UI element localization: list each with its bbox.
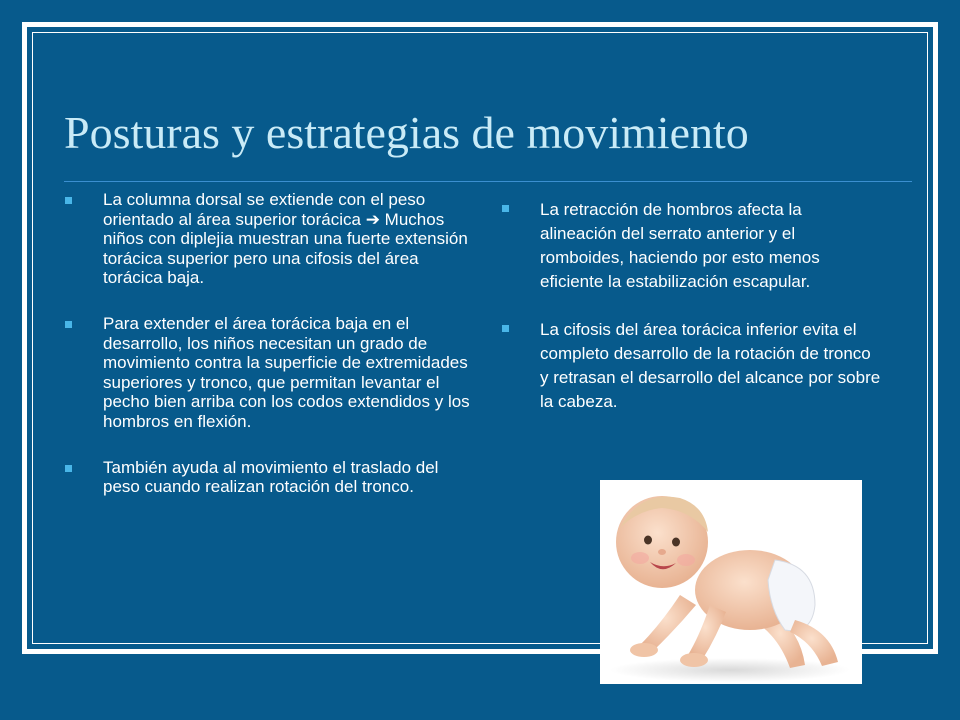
title-underline [64, 181, 912, 182]
bullet-text: Para extender el área torácica baja en el desarrollo, los niños necesitan un grado de movimiento contra la superficie de extremidades superiores y tronco, que permitan levantar el pecho bien arriba con los codos extendidos y los hombros en flexión. [103, 313, 470, 431]
bullet-text: También ayuda al movimiento el traslado del peso cuando realizan rotación del tronco. [103, 457, 439, 497]
photo-edge-mark [860, 480, 862, 492]
bullet-text: La columna dorsal se extiende con el peso orientado al área superior torácica ➔ Muchos niños con diplejia muestran una fuerte extensión torácica superior pero una cifosis del área torácica baja. [103, 190, 468, 288]
crawling-baby-photo [600, 480, 862, 684]
square-bullet-icon [65, 465, 72, 472]
square-bullet-icon [65, 321, 72, 328]
bullet-item [502, 318, 882, 414]
square-bullet-icon [502, 205, 509, 212]
bullet-item [65, 190, 477, 288]
square-bullet-icon [502, 325, 509, 332]
bullet-text: La retracción de hombros afecta la alineación del serrato anterior y el romboides, haciendo por esto menos eficiente la estabilización escapular. [540, 200, 820, 291]
crawling-baby-icon [600, 480, 862, 684]
bullet-item [502, 198, 882, 294]
left-bullet-list [65, 190, 477, 523]
bullet-item [65, 458, 477, 497]
bullet-text: La cifosis del área torácica inferior evita el completo desarrollo de la rotación de tronco y retrasan el desarrollo del alcance por sobre la cabeza. [540, 320, 881, 411]
slide-title: Posturas y estrategias de movimiento [64, 107, 749, 158]
right-bullet-list [502, 198, 882, 438]
bullet-item [65, 314, 477, 432]
square-bullet-icon [65, 197, 72, 204]
